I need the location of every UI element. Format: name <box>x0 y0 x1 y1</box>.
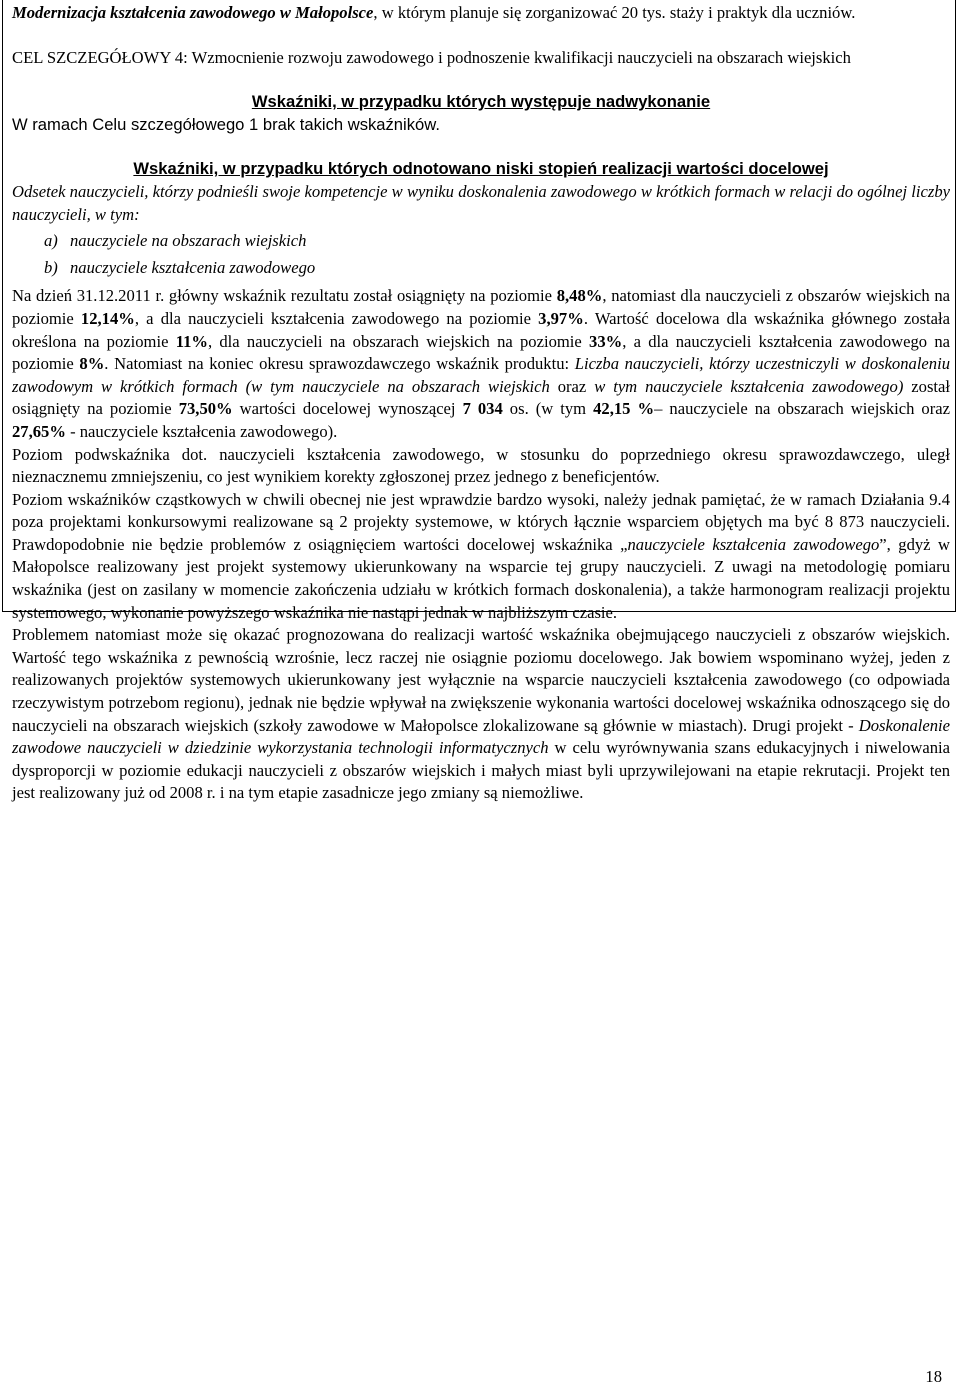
content-box <box>2 0 956 803</box>
subindicator-paragraph: Poziom podwskaźnika dot. nauczycieli kształcenia zawodowego, w stosunku do poprzedniego okresu sprawozdawczego, uległ nieznacznemu zmniejszeniu, co jest wynikiem korekty zgłoszonej przez jednego z beneficjentów. <box>12 444 950 487</box>
indicator-description: Odsetek nauczycieli, którzy podnieśli swoje kompetencje w wyniku doskonalenia zawodowego w krótkich formach w relacji do ogólnej liczby nauczycieli, w tym: <box>12 181 950 224</box>
page-number: 18 <box>925 1367 942 1386</box>
item-text: nauczyciele na obszarach wiejskich <box>70 231 307 251</box>
overperformance-heading: Wskaźniki, w przypadku których występuje nadwykonanie <box>251 92 711 112</box>
item-text: nauczyciele kształcenia zawodowego <box>70 257 316 277</box>
results-paragraph: Na dzień 31.12.2011 r. główny wskaźnik rezultatu został osiągnięty na poziomie 8,48%, natomiast dla nauczycieli z obszarów wiejskich na poziomie 12,14%, a dla nauczycieli kształcenia zawodowego na poziomie 3,97%. Wartość docelowa dla wskaźnika głównego została określona na poziomie 11%, dla nauczycieli na obszarach wiejskich na poziomie 33%, a dla nauczycieli kształcenia zawodowego na poziomie 8%. Natomiast na koniec okresu sprawozdawczego wskaźnik produktu: Liczba nauczycieli, którzy uczestniczyli w doskonaleniu zawodowym w krótkich formach (w tym nauczyciele na obszarach wiejskich oraz w tym nauczyciele kształcenia zawodowego) został osiągnięty na poziomie 73,50% wartości docelowej wynoszącej 7 034 os. (w tym 42,15 %– nauczyciele na obszarach wiejskich oraz 27,65% - nauczyciele kształcenia zawodowego). <box>12 286 951 441</box>
intro-paragraph <box>12 2 950 25</box>
problem-paragraph: Problemem natomiast może się okazać prognozowana do realizacji wartość wskaźnika obejmującego nauczycieli z obszarów wiejskich. Wartość tego wskaźnika z pewnością wzrośnie, lecz raczej nie osiągnie poziomu docelowego. Jak bowiem wspominano wyżej, jeden z realizowanych projektów systemowych ukierunkowany jest wyłącznie na wsparcie nauczycieli kształcenia zawodowego (co odpowiada rzeczywistym potrzebom regionu), jednak nie będzie wpływał na zwiększenie wykonania wartości docelowej wskaźnika odnoszącego się do nauczycieli na obszarach wiejskich (szkoły zawodowe w Małopolsce zlokalizowane są głównie w miastach). Drugi projekt - Doskonalenie zawodowe nauczycieli w dziedzinie wykorzystania technologii informatycznych w celu wyrównywania szans edukacyjnych i niwelowania dysproporcji w poziomie edukacji nauczycieli z obszarów wiejskich i małych miast byli uprzywilejowani na etapie rekrutacji. Projekt ten jest realizowany już od 2008 r. i na tym etapie zasadnicze jego zmiany są niemożliwe. <box>12 625 951 803</box>
indicator-item-a <box>12 230 950 253</box>
overperformance-text: W ramach Celu szczegółowego 1 brak takich wskaźników. <box>12 114 440 134</box>
item-marker: a) <box>44 231 58 251</box>
partial-indicators-paragraph: Poziom wskaźników cząstkowych w chwili obecnej nie jest wprawdzie bardzo wysoki, należy jednak pamiętać, że w ramach Działania 9.4 poza projektami konkursowymi realizowane są 2 projekty systemowe, w których łącznie wsparciem objętych ma być 8 873 nauczycieli. Prawdopodobnie nie będzie problemów z osiągnięciem wartości docelowej wskaźnika „nauczyciele kształcenia zawodowego”, gdyż w Małopolsce realizowany jest projekt systemowy ukierunkowany na wsparcie tej grupy nauczycieli. Z uwagi na metodologię pomiaru wskaźnika (jest on zasilany w momencie zakończenia udziału w krótkich formach doskonalenia), a także harmonogram realizacji projektu systemowego, wykonanie powyższego wskaźnika nie nastąpi jednak w najbliższym czasie. <box>12 489 950 622</box>
intro-project-name: Modernizacja kształcenia zawodowego w Małopolsce <box>12 3 374 22</box>
intro-rest: , w którym planuje się zorganizować 20 tys. staży i praktyk dla uczniów. <box>373 3 856 22</box>
item-marker: b) <box>44 257 58 277</box>
content-inner <box>12 2 950 805</box>
low-realization-heading: Wskaźniki, w przypadku których odnotowano niski stopień realizacji wartości docelowej <box>133 159 829 179</box>
indicator-item-b <box>12 257 950 280</box>
objective-heading: CEL SZCZEGÓŁOWY 4: Wzmocnienie rozwoju zawodowego i podnoszenie kwalifikacji nauczycieli na obszarach wiejskich <box>12 47 851 67</box>
